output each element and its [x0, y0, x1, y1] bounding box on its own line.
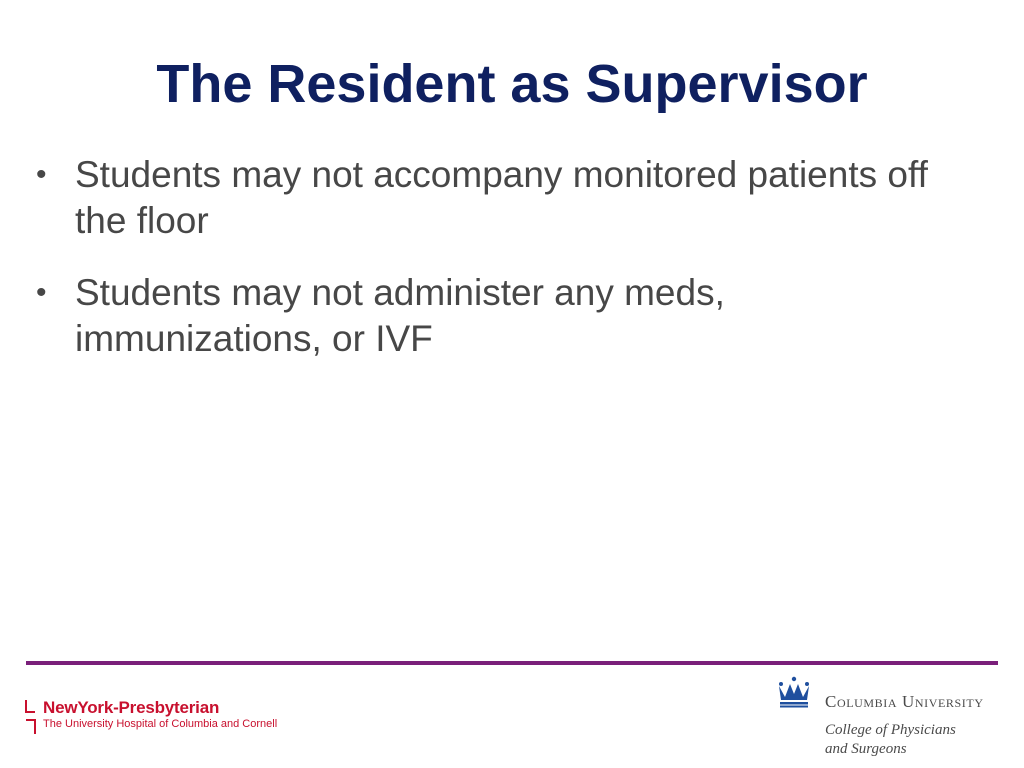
college-line2: and Surgeons [825, 741, 907, 757]
nyp-name: NewYork-Presbyterian [43, 698, 220, 717]
footer-divider [26, 661, 998, 665]
nyp-subtitle: The University Hospital of Columbia and Cornell [43, 718, 278, 730]
college-line1: College of Physicians [825, 722, 956, 738]
columbia-logo [776, 676, 1006, 760]
slide-title: The Resident as Supervisor [156, 54, 868, 114]
bullet-marker: • [36, 276, 47, 309]
bullet-marker: • [36, 158, 47, 191]
bullet-text: Students may not accompany monitored patients off the floor [75, 154, 928, 241]
newyork-presbyterian-logo [24, 698, 304, 738]
bullet-item [36, 270, 976, 362]
nyp-bracket-icon [24, 698, 40, 736]
crown-icon [776, 676, 812, 708]
columbia-name: Columbia University [825, 692, 984, 711]
college-name [825, 721, 956, 759]
bullet-item [36, 152, 976, 244]
bullet-text: Students may not administer any meds, immunizations, or IVF [75, 272, 725, 359]
bullet-list [36, 152, 976, 388]
